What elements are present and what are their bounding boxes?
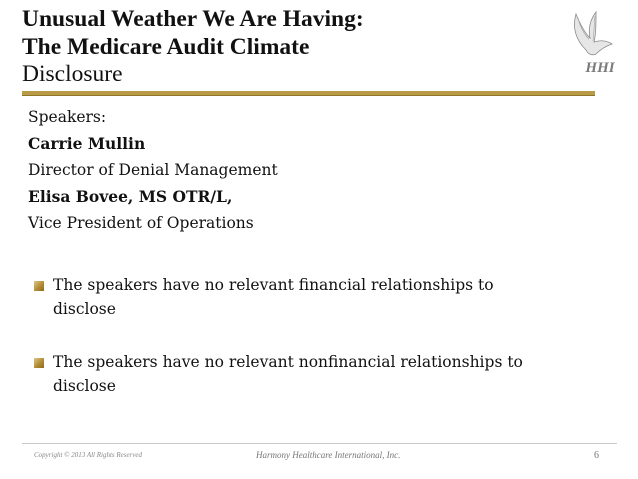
hhi-logo (566, 10, 618, 74)
page-number: 6 (594, 450, 599, 461)
footer-divider (22, 443, 617, 444)
speakers-block (28, 104, 278, 237)
bullet-line-1: The speakers have no relevant nonfinancial relationships to (53, 353, 523, 371)
speakers-heading: Speakers: (28, 108, 107, 126)
footer-company: Harmony Healthcare International, Inc. (256, 450, 401, 460)
speaker-name: Carrie Mullin (28, 133, 146, 153)
slide-title (22, 6, 542, 89)
speaker-name: Elisa Bovee, MS OTR/L, (28, 186, 233, 206)
title-line-1: Unusual Weather We Are Having: (22, 6, 364, 32)
bullet-item (34, 351, 574, 398)
speaker-role: Vice President of Operations (28, 214, 254, 232)
title-line-3: Disclosure (22, 61, 123, 87)
title-line-2: The Medicare Audit Climate (22, 33, 310, 60)
bullet-line-2: disclose (53, 299, 116, 318)
title-divider (22, 91, 595, 95)
bullet-square-icon (34, 358, 44, 368)
logo-text: HHI (585, 60, 615, 74)
bullet-line-1: The speakers have no relevant financial relationships to (53, 276, 494, 294)
dove-icon (566, 10, 618, 74)
footer-copyright: Copyright © 2013 All Rights Reserved (34, 451, 143, 459)
bullet-item (34, 274, 574, 321)
speaker-role: Director of Denial Management (28, 161, 278, 179)
bullet-line-2: disclose (53, 376, 116, 395)
bullet-square-icon (34, 281, 44, 291)
